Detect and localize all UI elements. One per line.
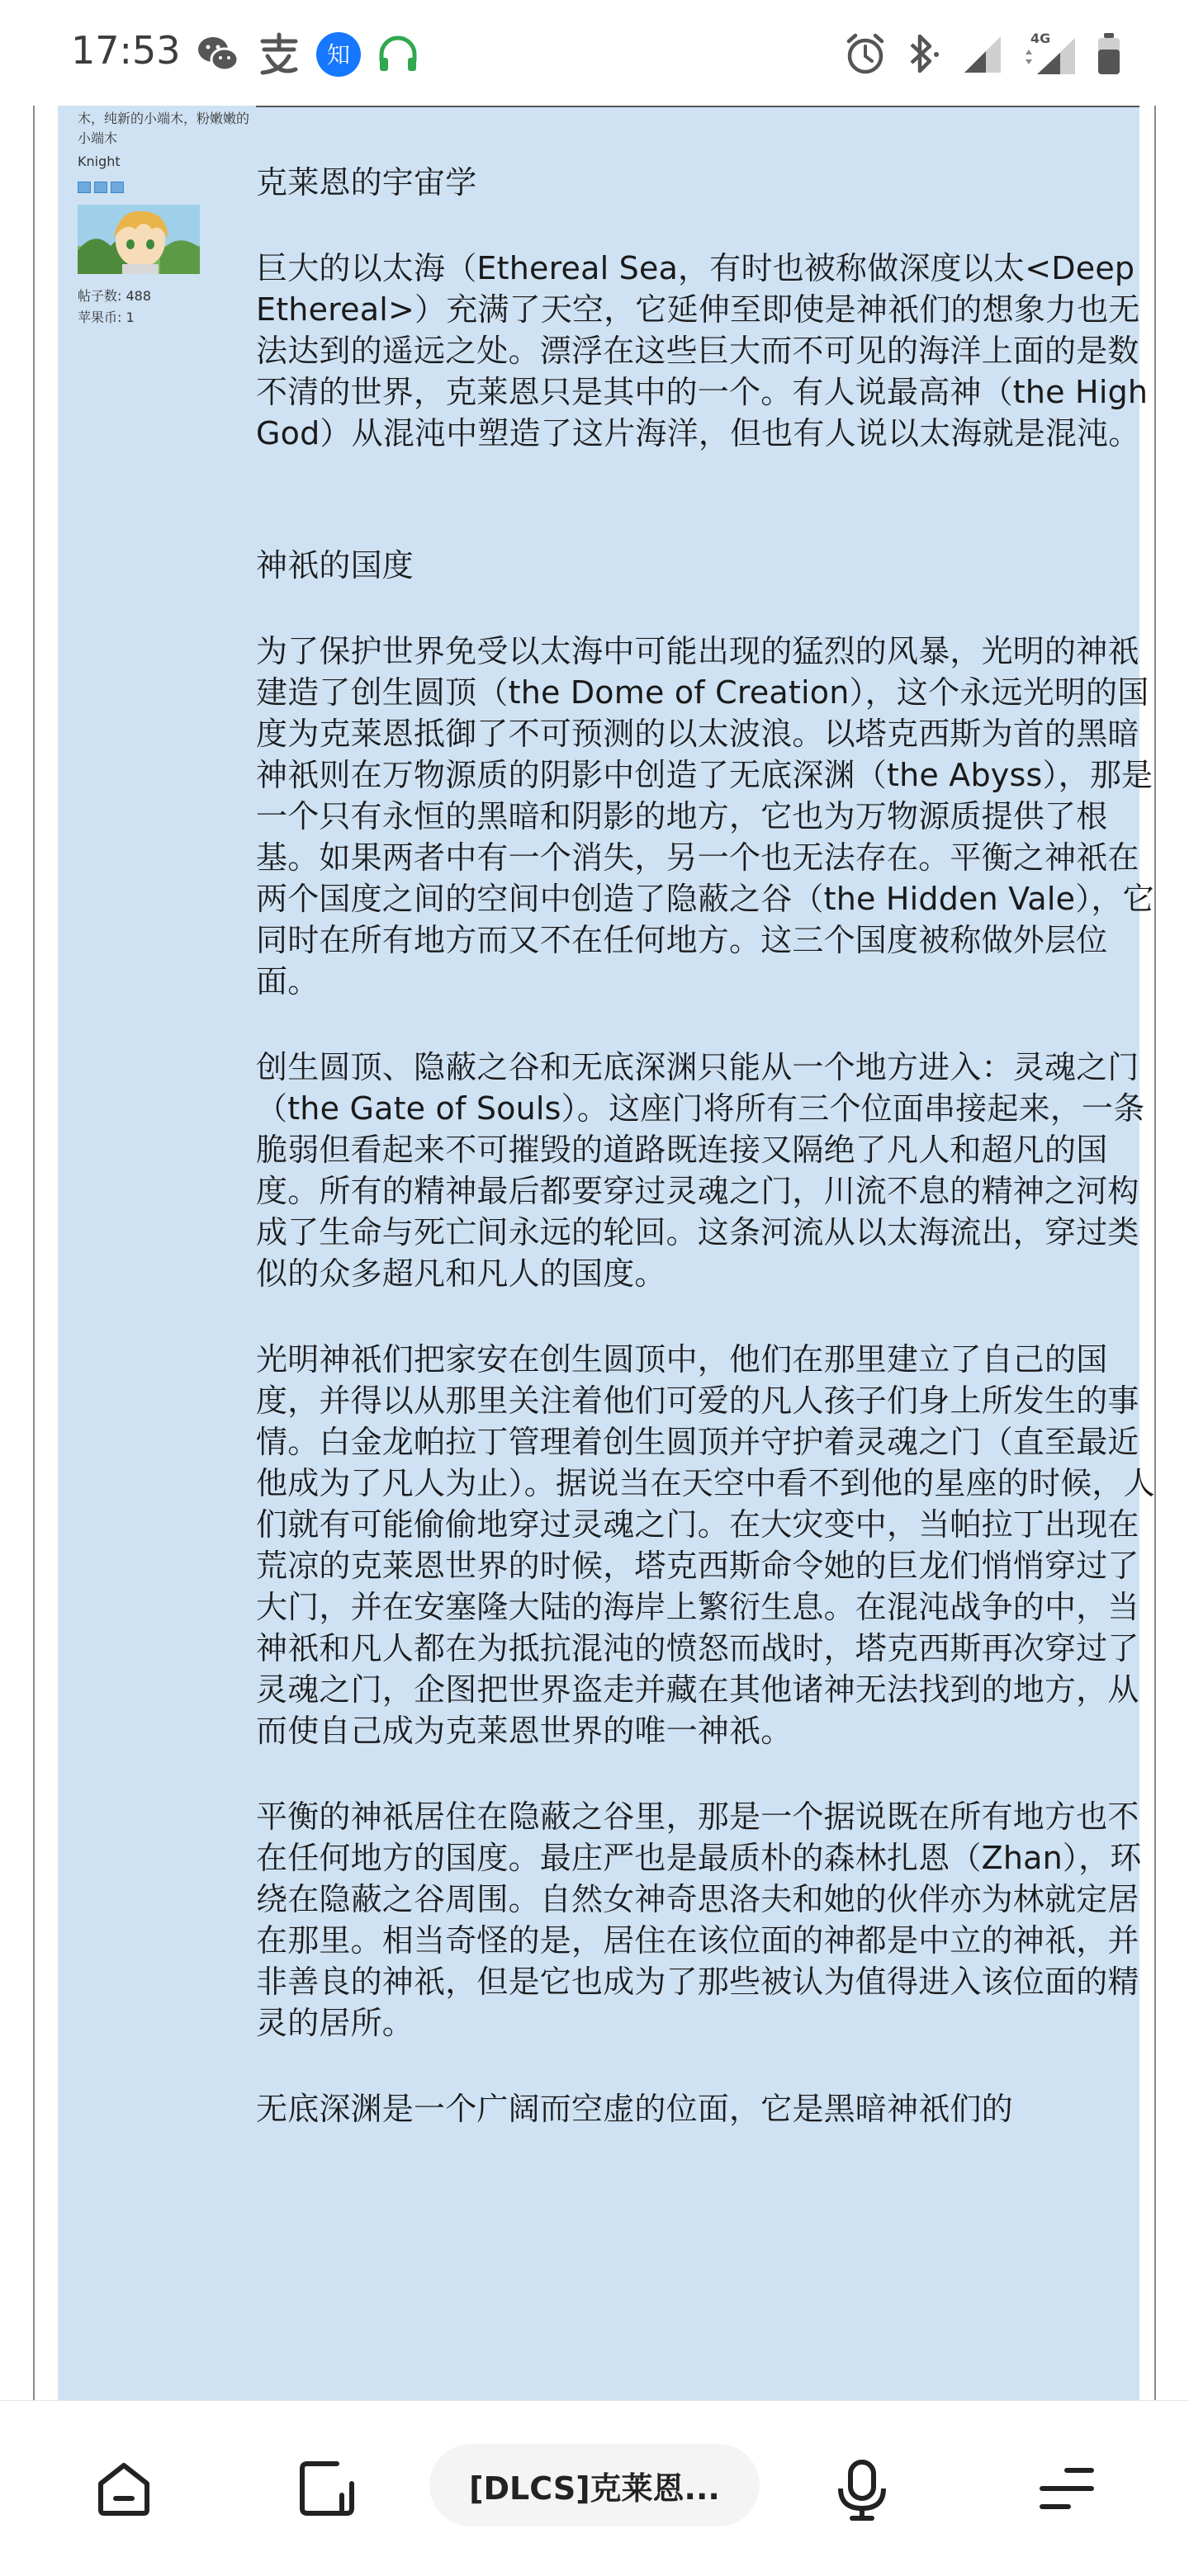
- status-bar: [0, 0, 1189, 106]
- post-paragraph: 平衡的神祇居住在隐蔽之谷里，那是一个据说既在所有地方也不在任何地方的国度。最庄严也是最质朴的森林扎恩（Zhan），环绕在隐蔽之谷周围。自然女神奇思洛夫和她的伙伴亦为林就定居在那里。相当奇怪的是，居住在该位面的神都是中立的神祇，并非善良的神祇，但是它也成为了那些被认为值得进入该位面的精灵的居所。: [256, 1798, 1142, 2041]
- rank-badge-icon: [111, 182, 124, 193]
- post-paragraph: 创生圆顶、隐蔽之谷和无底深渊只能从一个地方进入：灵魂之门（the Gate of Souls）。这座门将所有三个位面串接起来，一条脆弱但看起来不可摧毁的道路既连接又隔绝了凡人和超凡的国度。所有的精神最后都要穿过灵魂之门，川流不息的精神之河构成了生命与死亡间永远的轮回。这条河流从以太海流出，穿过类似的众多超凡和凡人的国度。: [256, 1049, 1145, 1292]
- avatar-image: [78, 205, 200, 274]
- zhihu-label: 知: [326, 41, 351, 69]
- zhihu-icon: [315, 31, 362, 78]
- headset-icon: [375, 31, 421, 78]
- tabs-icon[interactable]: [297, 2459, 357, 2518]
- menu-icon[interactable]: [1037, 2459, 1097, 2518]
- tab-title: [DLCS]克莱恩...: [469, 2470, 720, 2507]
- wechat-icon: [195, 31, 241, 78]
- browser-bottom-bar: [0, 2400, 1189, 2576]
- alipay-icon: [256, 31, 302, 78]
- post-paragraph: 无底深渊是一个广阔而空虚的位面，它是黑暗神祇们的: [256, 2091, 1013, 2127]
- status-time: 17:53: [71, 28, 181, 73]
- author-tagline: 木，纯新的小端木，粉嫩嫩的小端木: [78, 111, 250, 146]
- alarm-icon: [844, 31, 887, 78]
- section-heading: 克莱恩的宇宙学: [256, 164, 477, 201]
- author-post-count: 帖子数: 488: [78, 288, 152, 304]
- author-badges: [78, 182, 259, 193]
- post-paragraph: 巨大的以太海（Ethereal Sea，有时也被称做深度以太<Deep Ethereal>）充满了天空，它延伸至即使是神祇们的想象力也无法达到的遥远之处。漂浮在这些巨大而不可见的海洋上面的是数不清的世界，克莱恩只是其中的一个。有人说最高神（the High God）从混沌中塑造了这片海洋，但也有人说以太海就是混沌。: [256, 250, 1149, 451]
- author-apple-coins: 苹果币: 1: [78, 310, 135, 325]
- section-heading: 神祇的国度: [256, 547, 414, 584]
- microphone-icon[interactable]: [836, 2459, 888, 2522]
- author-info: [78, 106, 259, 328]
- avatar[interactable]: [78, 205, 200, 274]
- post-paragraph: 光明神祇们把家安在创生圆顶中，他们在那里建立了自己的国度，并得以从那里关注着他们可爱的凡人孩子们身上所发生的事情。白金龙帕拉丁管理着创生圆顶并守护着灵魂之门（直至最近他成为了凡人为止）。据说当在天空中看不到他的星座的时候，人们就有可能偷偷地穿过灵魂之门。在大灾变中，当帕拉丁出现在荒凉的克莱恩世界的时候，塔克西斯命令她的巨龙们悄悄穿过了大门，并在安塞隆大陆的海岸上繁衍生息。在混沌战争的中，当神祇和凡人都在为抵抗混沌的愤怒而战时，塔克西斯再次穿过了灵魂之门，企图把世界盗走并藏在其他诸神无法找到的地方，从而使自己成为克莱恩世界的唯一神祇。: [256, 1341, 1155, 1749]
- home-icon[interactable]: [92, 2459, 155, 2518]
- web-page[interactable]: [0, 106, 1189, 2400]
- battery-icon: [1095, 31, 1123, 78]
- author-rank: Knight: [78, 154, 121, 169]
- signal-icon: [961, 31, 1006, 78]
- rank-badge-icon: [94, 182, 107, 193]
- author-stats: [78, 286, 259, 328]
- network-4g-icon: [1019, 31, 1078, 78]
- post-content: [256, 162, 1164, 2129]
- post-divider: [256, 106, 1139, 107]
- rank-badge-icon: [78, 182, 91, 193]
- network-4g-label: 4G: [1030, 31, 1051, 46]
- bluetooth-icon: [902, 31, 945, 78]
- current-tab-pill[interactable]: [429, 2444, 760, 2526]
- page-border-left: [33, 106, 35, 2400]
- forum-post: [58, 106, 1155, 2400]
- post-paragraph: 为了保护世界免受以太海中可能出现的猛烈的风暴，光明的神祇建造了创生圆顶（the Dome of Creation），这个永远光明的国度为克莱恩抵御了不可预测的以太波浪。以塔克西斯为首的黑暗神祇则在万物源质的阴影中创造了无底深渊（the Abyss），那是一个只有永恒的黑暗和阴影的地方，它也为万物源质提供了根基。如果两者中有一个消失，另一个也无法存在。平衡之神祇在两个国度之间的空间中创造了隐蔽之谷（the Hidden Vale），它同时在所有地方而又不在任何地方。这三个国度被称做外层位面。: [256, 633, 1154, 1000]
